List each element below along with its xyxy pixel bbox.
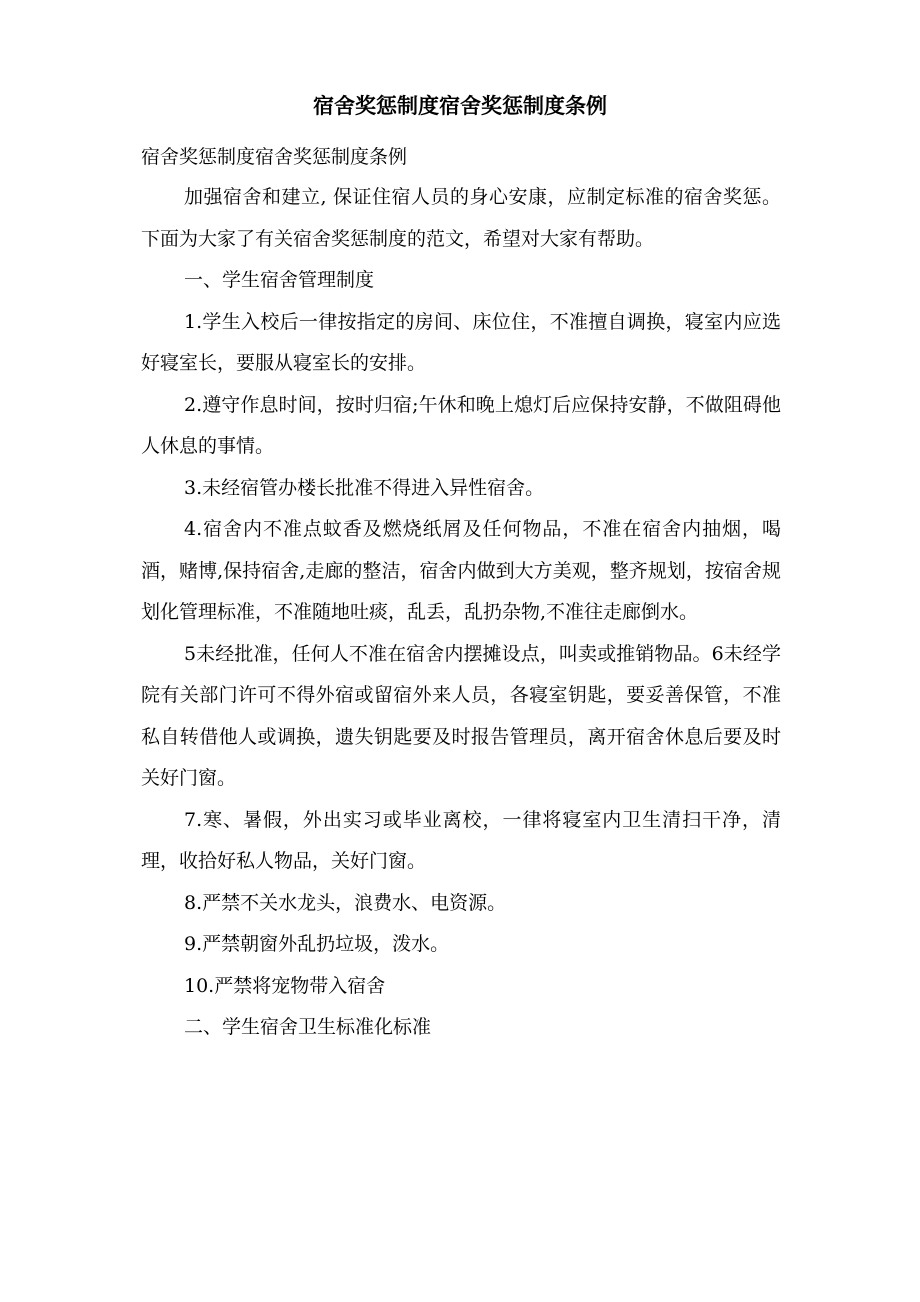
- rule-item-5-6: 5未经批准，任何人不准在宿舍内摆摊设点，叫卖或推销物品。6未经学院有关部门许可不得外宿或留宿外来人员，各寝室钥匙，要妥善保管，不准私自转借他人或调换，遗失钥匙要及时报告管理员，离开宿舍休息后要及时关好门窗。: [141, 642, 781, 789]
- rule-item-7: 7.寒、暑假，外出实习或毕业离校，一律将寝室内卫生清扫干净，清理，收拾好私人物品，关好门窗。: [141, 808, 781, 872]
- section-heading-2: 二、学生宿舍卫生标准化标准: [184, 1016, 432, 1038]
- rule-item-9: 9.严禁朝窗外乱扔垃圾，泼水。: [184, 933, 450, 955]
- document-title: 宿舍奖惩制度宿舍奖惩制度条例: [313, 93, 607, 118]
- rule-item-3: 3.未经宿管办楼长批准不得进入异性宿舍。: [184, 476, 545, 499]
- rule-item-1: 1.学生入校后一律按指定的房间、床位住，不准擅自调换，寝室内应选好寝室长，要服从寝室长的安排。: [141, 310, 781, 374]
- rule-item-10: 10.严禁将宠物带入宿舍: [184, 974, 386, 997]
- document-body: [141, 177, 781, 1049]
- document-subtitle: 宿舍奖惩制度宿舍奖惩制度条例: [141, 146, 408, 168]
- section-heading-1: 一、学生宿舍管理制度: [184, 269, 375, 291]
- paragraph-intro: 加强宿舍和建立, 保证住宿人员的身心安康，应制定标准的宿舍奖惩。下面为大家了有关宿舍奖惩制度的范文，希望对大家有帮助。: [141, 186, 781, 250]
- rule-item-8: 8.严禁不关水龙头，浪费水、电资源。: [184, 891, 507, 914]
- rule-item-2: 2.遵守作息时间，按时归宿;午休和晚上熄灯后应保持安静，不做阻碍他人休息的事情。: [141, 393, 781, 457]
- rule-item-4: 4.宿舍内不准点蚊香及燃烧纸屑及任何物品，不准在宿舍内抽烟，喝酒，赌博,保持宿舍,走廊的整洁，宿舍内做到大方美观，整齐规划，按宿舍规划化管理标准，不准随地吐痰，乱丢，乱扔杂物,不准往走廊倒水。: [141, 518, 781, 623]
